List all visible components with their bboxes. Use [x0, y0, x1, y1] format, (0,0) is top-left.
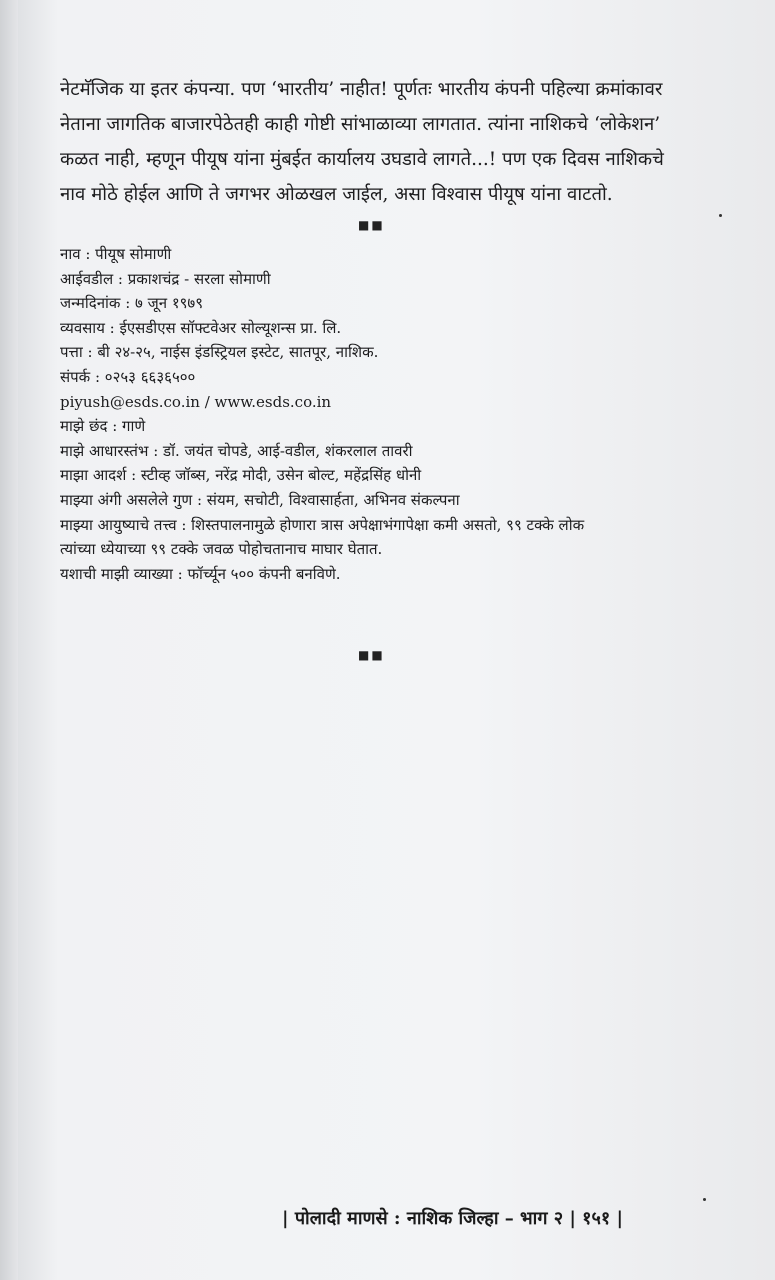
info-principle-cont: त्यांच्या ध्येयाच्या ९९ टक्के जवळ पोहोचतानाच माघार घेतात. — [60, 540, 383, 559]
section-separator: ■■ — [358, 648, 385, 662]
info-email-web: piyush@esds.co.in / www.esds.co.in — [60, 392, 332, 411]
paragraph-line: नेटमॅजिक या इतर कंपन्या. पण ‘भारतीय’ नाहीत! पूर्णतः भारतीय कंपनी पहिल्या क्रमांकावर — [60, 79, 663, 100]
section-separator: ■■ — [358, 218, 385, 232]
info-address: पत्ता : बी २४-२५, नाईस इंडस्ट्रियल इस्टेट, सातपूर, नाशिक. — [60, 343, 379, 362]
info-qualities: माझ्या अंगी असलेले गुण : संयम, सचोटी, विश्वासार्हता, अभिनव संकल्पना — [60, 490, 460, 509]
paragraph-line: नाव मोठे होईल आणि ते जगभर ओळखल जाईल, असा विश्वास पीयूष यांना वाटतो. — [60, 184, 613, 205]
speck — [719, 214, 722, 217]
body-paragraph — [60, 72, 720, 212]
paragraph-line: नेताना जागतिक बाजारपेठेतही काही गोष्टी सांभाळाव्या लागतात. त्यांना नाशिकचे ‘लोकेशन’ — [60, 114, 661, 135]
info-success-definition: यशाची माझी व्याख्या : फॉर्च्यून ५०० कंपनी बनविणे. — [60, 564, 341, 583]
info-parents: आईवडील : प्रकाशचंद्र - सरला सोमाणी — [60, 269, 271, 288]
profile-info — [60, 242, 740, 586]
info-name: नाव : पीयूष सोमाणी — [60, 245, 172, 263]
info-birthdate: जन्मदिनांक : ७ जून १९७९ — [60, 294, 204, 313]
info-principle: माझ्या आयुष्याचे तत्त्व : शिस्तपालनामुळे होणारा त्रास अपेक्षाभंगापेक्षा कमी असतो, ९९ टक्के लोक — [60, 515, 585, 534]
speck — [703, 1198, 706, 1201]
info-idols: माझा आदर्श : स्टीव्ह जॉब्स, नरेंद्र मोदी, उसेन बोल्ट, महेंद्रसिंह धोनी — [60, 466, 422, 485]
info-contact: संपर्क : ०२५३ ६६३६५०० — [60, 367, 196, 386]
info-hobby: माझे छंद : गाणे — [60, 417, 146, 436]
page-footer: | पोलादी माणसे : नाशिक जिल्हा – भाग २ | १५१ | — [282, 1208, 624, 1229]
paragraph-line: कळत नाही, म्हणून पीयूष यांना मुंबईत कार्यालय उघडावे लागते...! पण एक दिवस नाशिकचे — [60, 149, 664, 170]
page-edge — [0, 0, 18, 1280]
info-business: व्यवसाय : ईएसडीएस सॉफ्टवेअर सोल्यूशन्स प्रा. लि. — [60, 318, 342, 337]
info-pillars: माझे आधारस्तंभ : डॉ. जयंत चोपडे, आई-वडील, शंकरलाल तावरी — [60, 441, 413, 460]
